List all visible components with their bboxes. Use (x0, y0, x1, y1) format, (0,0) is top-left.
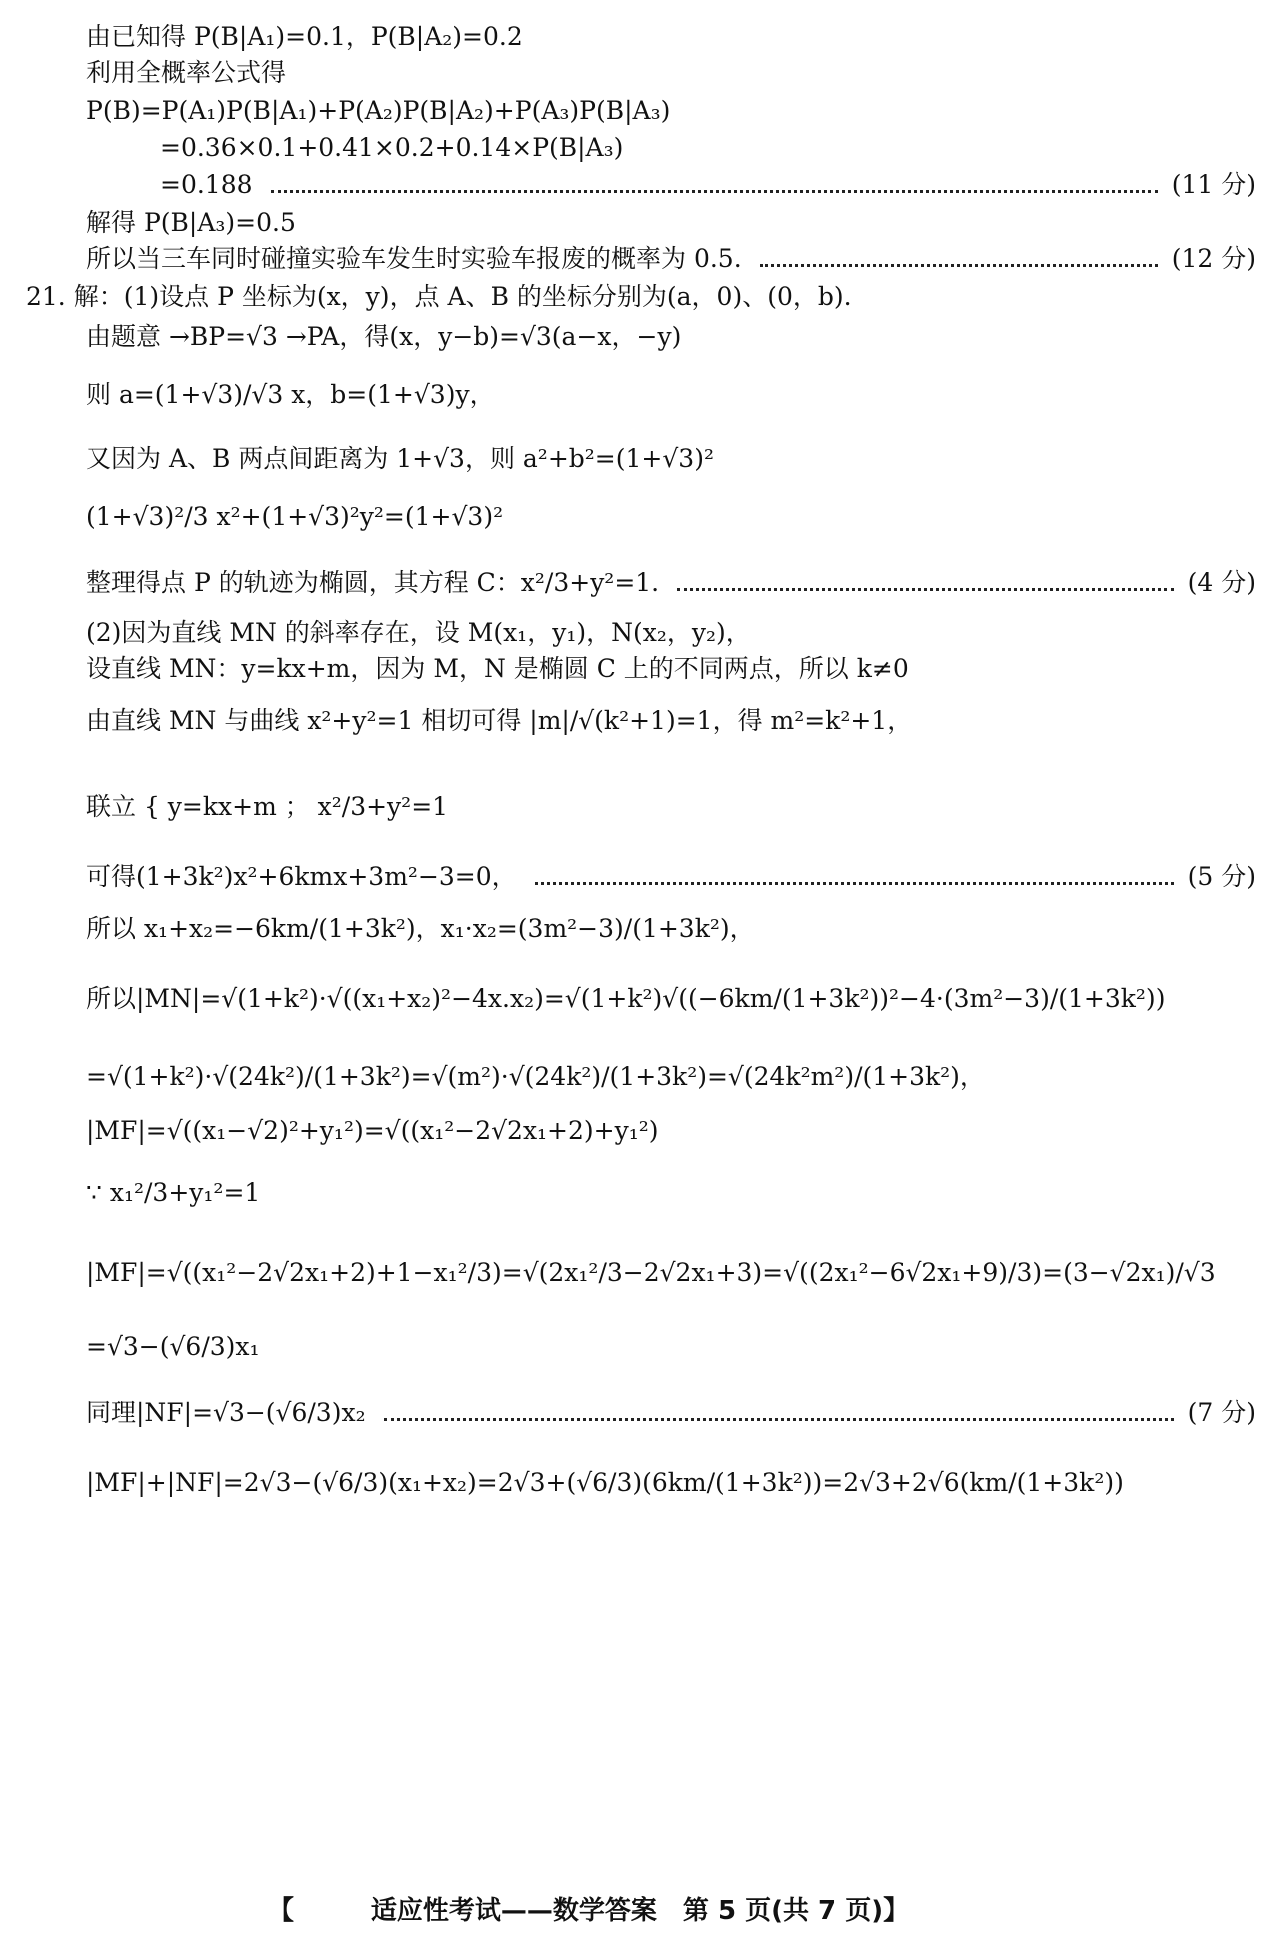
text-line (86, 912, 1256, 946)
text-line (86, 1060, 1256, 1094)
text-line (86, 616, 1256, 650)
page-footer (0, 1890, 1280, 1927)
line-text: 同理|NF|=√3−(√6/3)x₂ (86, 1398, 366, 1427)
line-text: 联立 { y=kx+m ； x²/3+y²=1 (86, 792, 449, 821)
score-label: (12 分) (1171, 244, 1256, 273)
line-text: 由题意 →BP=√3 →PA，得(x，y−b)=√3(a−x，−y) (86, 322, 682, 351)
line-text: 可得(1+3k²)x²+6kmx+3m²−3=0， (86, 862, 517, 891)
footer-bracket: 【 (268, 1896, 295, 1926)
text-line (86, 378, 1256, 412)
text-line (86, 652, 1256, 686)
text-line (86, 20, 1256, 54)
text-line-scored (86, 566, 1256, 600)
text-line (86, 1466, 1256, 1500)
line-text: |MF|=√((x₁²−2√2x₁+2)+1−x₁²/3)=√(2x₁²/3−2√2x₁+3)=√((2x₁²−6√2x₁+9)/3)=(3−√2x₁)/√3 (86, 1258, 1216, 1287)
line-text: =0.36×0.1+0.41×0.2+0.14×P(B|A₃) (160, 133, 624, 162)
score-label: (7 分) (1187, 1398, 1256, 1427)
line-text: =√3−(√6/3)x₁ (86, 1332, 260, 1361)
score-label: (11 分) (1171, 170, 1256, 199)
line-text: 所以当三车同时碰撞实验车发生时实验车报废的概率为 0.5. (86, 244, 742, 273)
text-line (86, 442, 1256, 476)
line-text: ∵ x₁²/3+y₁²=1 (86, 1178, 261, 1207)
text-line-scored (86, 860, 1256, 894)
dotted-leader (677, 588, 1173, 591)
text-line-scored (160, 168, 1256, 202)
text-line (86, 790, 1256, 824)
line-text: 由直线 MN 与曲线 x²+y²=1 相切可得 |m|/√(k²+1)=1，得 m²=k²+1， (86, 706, 913, 735)
line-text: 利用全概率公式得 (86, 58, 287, 87)
text-line (160, 131, 1256, 165)
line-text: (1+√3)²/3 x²+(1+√3)²y²=(1+√3)² (86, 502, 504, 531)
text-line (86, 500, 1256, 534)
line-text: =0.188 (160, 170, 253, 199)
text-line (86, 1176, 1256, 1210)
line-text: 整理得点 P 的轨迹为椭圆，其方程 C：x²/3+y²=1. (86, 568, 660, 597)
line-text: P(B)=P(A₁)P(B|A₁)+P(A₂)P(B|A₂)+P(A₃)P(B|A₃) (86, 96, 671, 125)
line-text: 所以 x₁+x₂=−6km/(1+3k²)，x₁·x₂=(3m²−3)/(1+3k²)， (86, 914, 755, 943)
text-line (86, 1114, 1256, 1148)
score-label: (5 分) (1187, 862, 1256, 891)
score-label: (4 分) (1187, 568, 1256, 597)
text-line (86, 982, 1256, 1016)
dotted-leader (535, 882, 1174, 885)
text-line-scored (86, 1396, 1256, 1430)
dotted-leader (384, 1418, 1174, 1421)
text-line (86, 1256, 1256, 1290)
line-text: 由已知得 P(B|A₁)=0.1，P(B|A₂)=0.2 (86, 22, 523, 51)
line-text: =√(1+k²)·√(24k²)/(1+3k²)=√(m²)·√(24k²)/(1+3k²)=√(24k²m²)/(1+3k²)， (86, 1062, 985, 1091)
line-text: 又因为 A、B 两点间距离为 1+√3，则 a²+b²=(1+√3)² (86, 444, 714, 473)
text-line-scored (86, 242, 1256, 276)
line-text: 解得 P(B|A₃)=0.5 (86, 208, 296, 237)
line-text: |MF|=√((x₁−√2)²+y₁²)=√((x₁²−2√2x₁+2)+y₁²) (86, 1116, 659, 1145)
line-text: 设直线 MN：y=kx+m，因为 M，N 是椭圆 C 上的不同两点，所以 k≠0 (86, 654, 909, 683)
text-line (86, 320, 1256, 354)
line-text: 所以|MN|=√(1+k²)·√((x₁+x₂)²−4x.x₂)=√(1+k²)√((−6km/(1+3k²))²−4·(3m²−3)/(1+3k²)) (86, 984, 1166, 1013)
line-text: 21. 解：(1)设点 P 坐标为(x，y)，点 A、B 的坐标分别为(a，0)、(0，b). (26, 282, 852, 311)
line-text: |MF|+|NF|=2√3−(√6/3)(x₁+x₂)=2√3+(√6/3)(6km/(1+3k²))=2√3+2√6(km/(1+3k²)) (86, 1468, 1124, 1497)
line-text: 则 a=(1+√3)/√3 x，b=(1+√3)y， (86, 380, 495, 409)
line-text: (2)因为直线 MN 的斜率存在，设 M(x₁，y₁)，N(x₂，y₂)， (86, 618, 751, 647)
text-line (86, 56, 1256, 90)
question-heading (26, 280, 1256, 314)
text-line (86, 1330, 1256, 1364)
dotted-leader (760, 264, 1158, 267)
text-line (86, 704, 1256, 738)
dotted-leader (271, 190, 1158, 193)
text-line (86, 206, 1256, 240)
footer-text: 适应性考试——数学答案 第 5 页(共 7 页)】 (370, 1896, 910, 1926)
text-line (86, 94, 1256, 128)
